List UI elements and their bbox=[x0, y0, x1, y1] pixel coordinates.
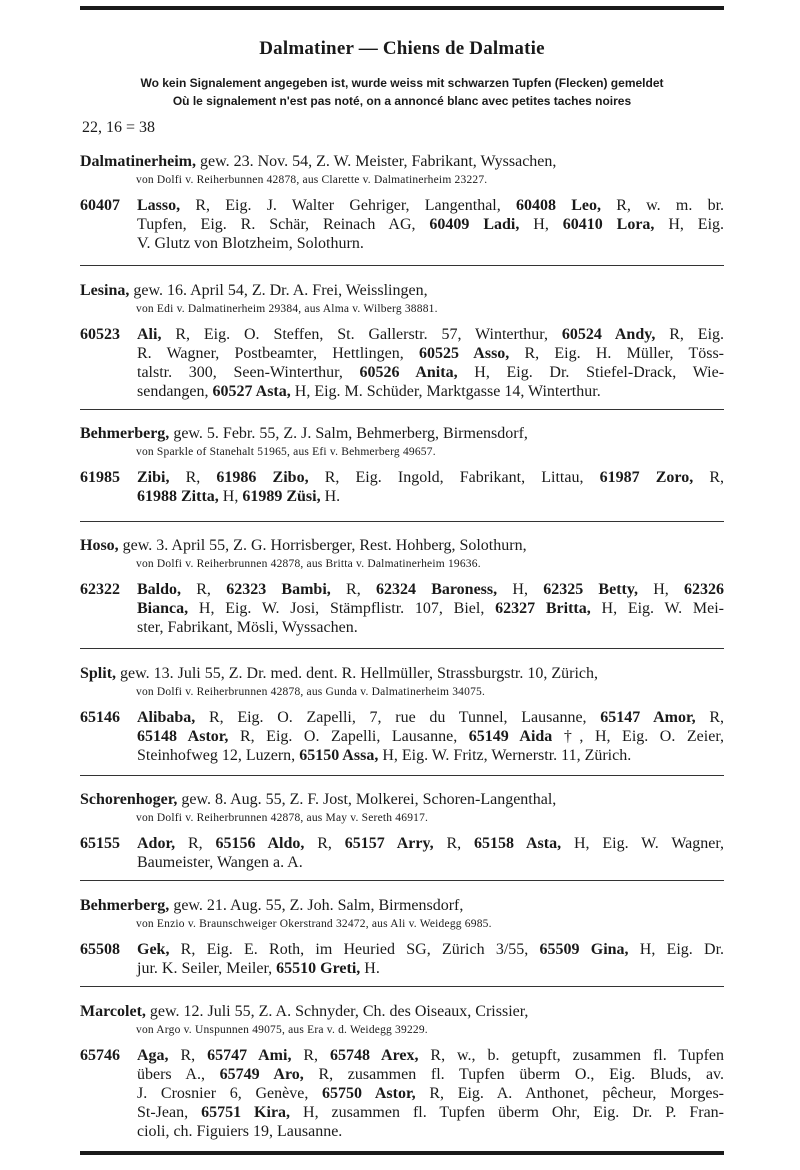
litter-entry bbox=[80, 152, 724, 253]
kennel-name: Lesina, bbox=[80, 282, 130, 299]
litter-header bbox=[80, 1002, 724, 1022]
dog-info: cioli, ch. Figuiers 19, Lausanne. bbox=[137, 1123, 343, 1140]
litter-entry bbox=[80, 664, 724, 765]
dog-line bbox=[137, 382, 724, 401]
dog-info: H, Eig. W. Wagner, bbox=[561, 835, 725, 852]
dog-info: R, Eig. bbox=[655, 326, 725, 343]
dog-name: 65509 Gina, bbox=[539, 941, 629, 958]
dog-info: übers A., bbox=[137, 1066, 220, 1083]
kennel-name: Hoso, bbox=[80, 537, 119, 554]
litter-parents: von Edi v. Dalmatinerheim 29384, aus Alma v. Wilberg 38881. bbox=[136, 303, 438, 315]
dog-line bbox=[137, 708, 724, 727]
dog-info: H, Eig. W. Mei- bbox=[590, 600, 725, 617]
dog-info: R, Eig. O. Steffen, St. Gallerstr. 57, Winterthur, bbox=[161, 326, 562, 343]
dog-list bbox=[80, 940, 724, 978]
first-registration-number: 65746 bbox=[80, 1047, 120, 1064]
dog-name: 60527 Asta, bbox=[212, 383, 291, 400]
litter-details: gew. 12. Juli 55, Z. A. Schnyder, Ch. des Oiseaux, Crissier, bbox=[145, 1003, 529, 1020]
dog-info: H. bbox=[360, 960, 380, 977]
dog-info: R, zusammen fl. Tupfen überm O., Eig. Bluds, av. bbox=[303, 1066, 725, 1083]
dog-name: 60525 Asso, bbox=[418, 345, 510, 362]
litter-parents: von Dolfi v. Reiherbrunnen 42878, aus May v. Sereth 46917. bbox=[136, 812, 429, 824]
dog-list bbox=[80, 708, 724, 765]
dog-info: R, Eig. J. Walter Gehriger, Langenthal, bbox=[180, 197, 516, 214]
first-registration-number: 62322 bbox=[80, 581, 120, 598]
dog-info: R, bbox=[291, 1047, 330, 1064]
dog-line bbox=[137, 940, 724, 959]
dog-line bbox=[137, 618, 724, 637]
dog-info: H, bbox=[218, 488, 243, 505]
dog-info: H, zusammen fl. Tupfen überm Ohr, Eig. Dr. P. Fran- bbox=[290, 1104, 724, 1121]
dog-line bbox=[137, 468, 724, 487]
dog-info: H, Eig. W. Fritz, Wernerstr. 11, Zürich. bbox=[378, 747, 632, 764]
first-registration-number: 65146 bbox=[80, 709, 120, 726]
dog-name: Zibi, bbox=[137, 469, 170, 486]
litter-header bbox=[80, 664, 724, 684]
kennel-name: Dalmatinerheim, bbox=[80, 153, 196, 170]
dog-line bbox=[137, 363, 724, 382]
dog-info: H. bbox=[320, 488, 341, 505]
dog-name: 65748 Arex, bbox=[329, 1047, 419, 1064]
dog-info: R. Wagner, Postbeamter, Hettlingen, bbox=[137, 345, 419, 362]
dog-info: R, bbox=[695, 709, 725, 726]
litter-parents: von Sparkle of Stanehalt 51965, aus Efi v. Behmerberg 49657. bbox=[136, 446, 436, 458]
dog-name: 62326 bbox=[684, 581, 725, 598]
dog-name: Gek, bbox=[137, 941, 170, 958]
dog-line bbox=[137, 1065, 724, 1084]
litter-details: gew. 16. April 54, Z. Dr. A. Frei, Weisslingen, bbox=[129, 282, 428, 299]
litter-details: gew. 21. Aug. 55, Z. Joh. Salm, Birmensdorf, bbox=[169, 897, 464, 914]
dog-line bbox=[137, 1084, 724, 1103]
note-german: Wo kein Signalement angegeben ist, wurde weiss mit schwarzen Tupfen (Flecken) gemeldet bbox=[140, 76, 664, 90]
page-title: Dalmatiner — Chiens de Dalmatie bbox=[259, 38, 545, 59]
dog-info: Baumeister, Wangen a. A. bbox=[137, 854, 303, 871]
dog-name: Baldo, bbox=[137, 581, 182, 598]
dog-info: H, bbox=[497, 581, 544, 598]
litter-entry bbox=[80, 1002, 724, 1141]
dog-line bbox=[137, 853, 724, 872]
dog-list bbox=[80, 1046, 724, 1141]
dog-name: Ali, bbox=[137, 326, 162, 343]
dog-list bbox=[80, 834, 724, 872]
litter-header bbox=[80, 896, 724, 916]
note-french: Où le signalement n'est pas noté, on a annoncé blanc avec petites taches noires bbox=[172, 94, 632, 108]
litter-header bbox=[80, 281, 724, 301]
dog-info: R, bbox=[181, 581, 227, 598]
dog-info: R, Eig. E. Roth, im Heuried SG, Zürich 3/55, bbox=[169, 941, 540, 958]
dog-info: ster, Fabrikant, Mösli, Wyssachen. bbox=[137, 619, 358, 636]
litter-details: gew. 13. Juli 55, Z. Dr. med. dent. R. Hellmüller, Strassburgstr. 10, Zürich, bbox=[116, 665, 598, 682]
dog-name: 65150 Assa, bbox=[299, 747, 379, 764]
first-registration-number: 60407 bbox=[80, 197, 120, 214]
dog-list bbox=[80, 196, 724, 253]
bottom-rule bbox=[80, 1151, 724, 1155]
dog-name: Aga, bbox=[137, 1047, 169, 1064]
dog-line bbox=[137, 1122, 724, 1141]
dog-line bbox=[137, 959, 724, 978]
dog-info: R, w. m. br. bbox=[601, 197, 725, 214]
dog-info: jur. K. Seiler, Meiler, bbox=[137, 960, 277, 977]
dog-line bbox=[137, 1103, 724, 1122]
dog-line bbox=[137, 344, 724, 363]
dog-name: 62327 Britta, bbox=[495, 600, 591, 617]
kennel-name: Behmerberg, bbox=[80, 425, 170, 442]
dog-name: 65158 Asta, bbox=[474, 835, 562, 852]
first-registration-number: 65155 bbox=[80, 835, 120, 852]
dog-line bbox=[137, 580, 724, 599]
entry-separator bbox=[80, 521, 724, 522]
dog-info: H, bbox=[637, 581, 685, 598]
entry-separator bbox=[80, 986, 724, 987]
dog-line bbox=[137, 834, 724, 853]
top-rule bbox=[80, 6, 724, 10]
dog-line bbox=[137, 215, 724, 234]
dog-info: J. Crosnier 6, Genève, bbox=[137, 1085, 323, 1102]
dog-line bbox=[137, 234, 724, 253]
dog-info: Tupfen, Eig. R. Schär, Reinach AG, bbox=[137, 216, 430, 233]
dog-info: H, Eig. bbox=[654, 216, 725, 233]
dog-line bbox=[137, 746, 724, 765]
dog-name: 61987 Zoro, bbox=[599, 469, 694, 486]
dog-name: 65148 Astor, bbox=[137, 728, 229, 745]
dog-info: H, Eig. M. Schüder, Marktgasse 14, Winterthur. bbox=[290, 383, 601, 400]
dog-name: 60526 Anita, bbox=[359, 364, 458, 381]
dog-line bbox=[137, 599, 724, 618]
kennel-name: Behmerberg, bbox=[80, 897, 170, 914]
dog-name: Lasso, bbox=[137, 197, 181, 214]
dog-name: 65749 Aro, bbox=[219, 1066, 304, 1083]
dog-name: 62323 Bambi, bbox=[226, 581, 331, 598]
dog-info: R, bbox=[433, 835, 474, 852]
dog-name: 65747 Ami, bbox=[207, 1047, 292, 1064]
dog-info: R, bbox=[169, 469, 217, 486]
first-registration-number: 60523 bbox=[80, 326, 120, 343]
dog-info: †, H, Eig. O. Zeier, bbox=[552, 728, 725, 745]
dog-info: R, bbox=[168, 1047, 208, 1064]
dog-name: Alibaba, bbox=[137, 709, 196, 726]
litter-details: gew. 23. Nov. 54, Z. W. Meister, Fabrikant, Wyssachen, bbox=[195, 153, 557, 170]
litter-parents: von Argo v. Unspunnen 49075, aus Era v. d. Weidegg 39229. bbox=[136, 1024, 428, 1036]
dog-line bbox=[137, 196, 724, 215]
dog-info: R, Eig. O. Zapelli, Lausanne, bbox=[228, 728, 469, 745]
dog-info: H, bbox=[519, 216, 563, 233]
kennel-name: Schorenhoger, bbox=[80, 791, 178, 808]
litter-details: gew. 8. Aug. 55, Z. F. Jost, Molkerei, Schoren-Langenthal, bbox=[177, 791, 557, 808]
dog-info: R, bbox=[330, 581, 376, 598]
dog-info: R, Eig. A. Anthonet, pêcheur, Morges- bbox=[415, 1085, 725, 1102]
entry-separator bbox=[80, 775, 724, 776]
entry-separator bbox=[80, 648, 724, 649]
dog-info: talstr. 300, Seen-Winterthur, bbox=[137, 364, 360, 381]
litter-parents: von Enzio v. Braunschweiger Okerstrand 32472, aus Ali v. Weidegg 6985. bbox=[136, 918, 492, 930]
dog-info: St-Jean, bbox=[137, 1104, 202, 1121]
dog-name: Bianca, bbox=[137, 600, 189, 617]
dog-name: 60409 Ladi, bbox=[429, 216, 520, 233]
entry-separator bbox=[80, 265, 724, 266]
dog-name: 62325 Betty, bbox=[543, 581, 638, 598]
dog-info: H, Eig. Dr. bbox=[628, 941, 725, 958]
litter-entry bbox=[80, 536, 724, 637]
dog-info: Steinhofweg 12, Luzern, bbox=[137, 747, 300, 764]
dog-info: R, bbox=[304, 835, 345, 852]
dog-name: 65147 Amor, bbox=[600, 709, 696, 726]
dog-line bbox=[137, 325, 724, 344]
dog-name: 65750 Astor, bbox=[322, 1085, 416, 1102]
litter-details: gew. 5. Febr. 55, Z. J. Salm, Behmerberg, Birmensdorf, bbox=[169, 425, 528, 442]
dog-info: R, Eig. O. Zapelli, 7, rue du Tunnel, Lausanne, bbox=[195, 709, 601, 726]
litter-details: gew. 3. April 55, Z. G. Horrisberger, Rest. Hohberg, Solothurn, bbox=[118, 537, 527, 554]
litter-entry bbox=[80, 281, 724, 401]
dog-name: 61989 Züsi, bbox=[242, 488, 321, 505]
dog-name: 62324 Baroness, bbox=[375, 581, 498, 598]
dog-info: H, Eig. Dr. Stiefel-Drack, Wie- bbox=[457, 364, 725, 381]
dog-info: R, Eig. H. Müller, Töss- bbox=[509, 345, 724, 362]
dog-name: 60408 Leo, bbox=[516, 197, 602, 214]
dog-info: R, Eig. Ingold, Fabrikant, Littau, bbox=[308, 469, 600, 486]
entry-separator bbox=[80, 880, 724, 881]
dog-line bbox=[137, 1046, 724, 1065]
litter-header bbox=[80, 152, 724, 172]
litter-header bbox=[80, 424, 724, 444]
litter-entry bbox=[80, 424, 724, 506]
entry-separator bbox=[80, 409, 724, 410]
dog-list bbox=[80, 325, 724, 401]
dog-line bbox=[137, 487, 724, 506]
litter-header bbox=[80, 536, 724, 556]
count-summary: 22, 16 = 38 bbox=[82, 119, 156, 136]
dog-info: sendangen, bbox=[137, 383, 213, 400]
dog-name: 65157 Arry, bbox=[344, 835, 434, 852]
dog-info: R, bbox=[693, 469, 725, 486]
dog-name: 65156 Aldo, bbox=[215, 835, 305, 852]
dog-info: V. Glutz von Blotzheim, Solothurn. bbox=[137, 235, 364, 252]
dog-name: Ador, bbox=[137, 835, 176, 852]
dog-name: 65149 Aida bbox=[468, 728, 553, 745]
dog-info: R, w., b. getupft, zusammen fl. Tupfen bbox=[418, 1047, 724, 1064]
dog-name: 60524 Andy, bbox=[561, 326, 656, 343]
first-registration-number: 65508 bbox=[80, 941, 120, 958]
litter-parents: von Dolfi v. Reiherbunnen 42878, aus Clarette v. Dalmatinerheim 23227. bbox=[136, 174, 488, 186]
dog-info: H, Eig. W. Josi, Stämpflistr. 107, Biel, bbox=[188, 600, 496, 617]
dog-name: 61988 Zitta, bbox=[137, 488, 219, 505]
litter-header bbox=[80, 790, 724, 810]
kennel-name: Split, bbox=[80, 665, 117, 682]
litter-entry bbox=[80, 790, 724, 872]
litter-parents: von Dolfi v. Reiherbrunnen 42878, aus Britta v. Dalmatinerheim 19636. bbox=[136, 558, 481, 570]
dog-name: 61986 Zibo, bbox=[216, 469, 309, 486]
dog-list bbox=[80, 468, 724, 506]
kennel-name: Marcolet, bbox=[80, 1003, 146, 1020]
dog-name: 65510 Greti, bbox=[276, 960, 361, 977]
dog-info: R, bbox=[175, 835, 216, 852]
dog-name: 60410 Lora, bbox=[562, 216, 655, 233]
first-registration-number: 61985 bbox=[80, 469, 120, 486]
dog-line bbox=[137, 727, 724, 746]
dog-list bbox=[80, 580, 724, 637]
litter-parents: von Dolfi v. Reiherbrunnen 42878, aus Gunda v. Dalmatinerheim 34075. bbox=[136, 686, 486, 698]
litter-entry bbox=[80, 896, 724, 978]
dog-name: 65751 Kira, bbox=[201, 1104, 291, 1121]
